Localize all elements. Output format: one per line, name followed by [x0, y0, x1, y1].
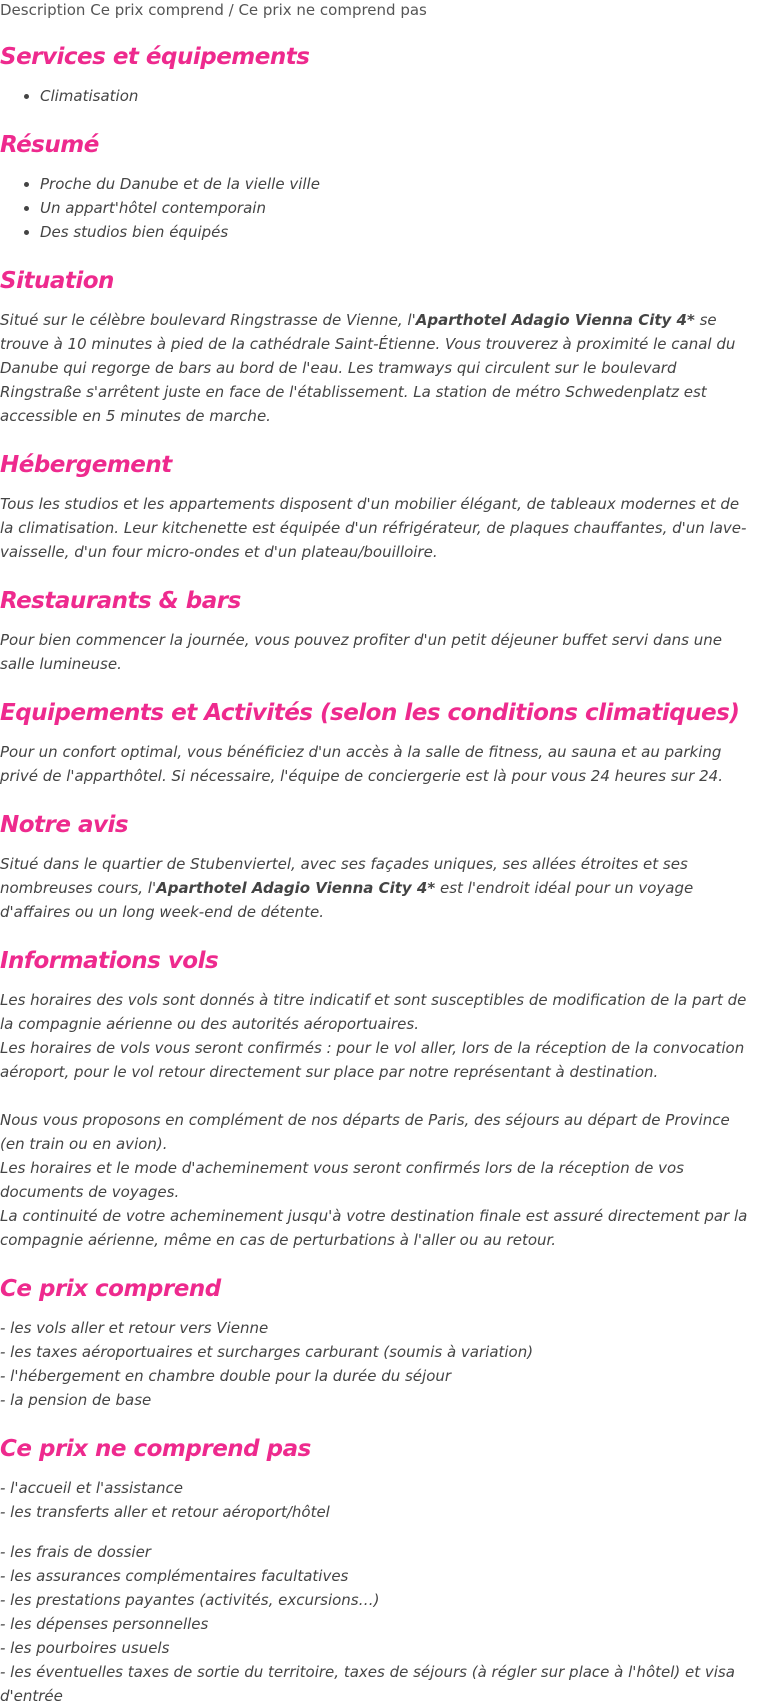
ne-comprend-line: - les éventuelles taxes de sortie du territoire, taxes de séjours (à régler sur place à l'hôtel) et visa d'entrée	[0, 1663, 735, 1705]
list-item: • Des studios bien équipés	[40, 220, 756, 244]
section-title-services: Services et équipements	[0, 44, 310, 70]
equipements-text: Pour un confort optimal, vous bénéficiez d'un accès à la salle de fitness, au sauna et au parking privé de l'apparthôtel. Si nécessaire, l'équipe de conciergerie est là pour vous 24 heures sur 24.	[0, 743, 723, 785]
section-title-vols: Informations vols	[0, 948, 219, 974]
vols-text-5: La continuité de votre acheminement jusqu'à votre destination finale est assuré directement par la compagnie aérienne, même en cas de perturbations à l'aller ou au retour.	[0, 1207, 748, 1249]
ne-comprend-line: - les assurances complémentaires facultatives	[0, 1567, 349, 1585]
vols-text-4: Les horaires et le mode d'acheminement vous seront confirmés lors de la réception de vos documents de voyages.	[0, 1159, 684, 1201]
comprend-line: - l'hébergement en chambre double pour la durée du séjour	[0, 1367, 452, 1385]
ne-comprend-line: - les pourboires usuels	[0, 1639, 170, 1657]
ne-comprend-line: - les prestations payantes (activités, excursions…)	[0, 1591, 380, 1609]
tab-bar	[0, 0, 756, 20]
vols-text-1: Les horaires des vols sont donnés à titre indicatif et sont susceptibles de modification de la part de la compagnie aérienne ou des autorités aéroportuaires.	[0, 991, 747, 1033]
situation-text-start: Situé sur le célèbre boulevard Ringstrasse de Vienne, l'	[0, 311, 416, 329]
section-title-resume: Résumé	[0, 132, 99, 158]
section-title-equipements: Equipements et Activités (selon les conditions climatiques)	[0, 700, 740, 726]
avis-text-end: est l'endroit idéal pour un voyage d'affaires ou un long week-end de détente.	[0, 879, 694, 921]
list-item: • Proche du Danube et de la vielle ville	[40, 172, 756, 196]
section-title-ne-comprend: Ce prix ne comprend pas	[0, 1436, 311, 1462]
ne-comprend-line: - les transferts aller et retour aéroport/hôtel	[0, 1503, 330, 1521]
hotel-name: Aparthotel Adagio Vienna City 4*	[156, 879, 436, 897]
comprend-line: - les taxes aéroportuaires et surcharges carburant (soumis à variation)	[0, 1343, 534, 1361]
comprend-line: - la pension de base	[0, 1391, 152, 1409]
avis-text-start: Situé dans le quartier de Stubenviertel, avec ses façades uniques, ses allées étroites et ses nombreuses cours, l'	[0, 855, 688, 897]
vols-text-3: Nous vous proposons en complément de nos départs de Paris, des séjours au départ de Province (en train ou en avion).	[0, 1111, 730, 1153]
hebergement-text: Tous les studios et les appartements disposent d'un mobilier élégant, de tableaux modernes et de la climatisation. Leur kitchenette est équipée d'un réfrigérateur, de plaques chauffantes, d'un lave-vaisselle, d'un four micro-ondes et d'un plateau/bouilloire.	[0, 495, 747, 561]
restaurants-text: Pour bien commencer la journée, vous pouvez profiter d'un petit déjeuner buffet servi dans une salle lumineuse.	[0, 631, 722, 673]
vols-text-2: Les horaires de vols vous seront confirmés : pour le vol aller, lors de la réception de la convocation aéroport, pour le vol retour directement sur place par notre représentant à destination.	[0, 1039, 745, 1081]
list-item: • Un appart'hôtel contemporain	[40, 196, 756, 220]
services-list	[0, 84, 756, 108]
situation-text-end: se trouve à 10 minutes à pied de la cathédrale Saint-Étienne. Vous trouverez à proximité le canal du Danube qui regorge de bars au bord de l'eau. Les tramways qui circulent sur le boulevard Ringstraße s'arrêtent juste en face de l'établissement. La station de métro Schwedenplatz est accessible en 5 minutes de marche.	[0, 311, 736, 425]
tab-excluded[interactable]: Ce prix ne comprend pas	[238, 1, 427, 19]
resume-list	[0, 172, 756, 244]
ne-comprend-line: - les frais de dossier	[0, 1543, 151, 1561]
section-title-comprend: Ce prix comprend	[0, 1276, 221, 1302]
section-title-situation: Situation	[0, 268, 114, 294]
comprend-line: - les vols aller et retour vers Vienne	[0, 1319, 269, 1337]
tab-description[interactable]: Description	[0, 1, 86, 19]
tab-included[interactable]	[90, 1, 224, 19]
situation-text	[0, 308, 756, 428]
avis-text	[0, 852, 756, 924]
hotel-name: Aparthotel Adagio Vienna City 4*	[415, 311, 695, 329]
section-title-hebergement: Hébergement	[0, 452, 172, 478]
section-title-avis: Notre avis	[0, 812, 129, 838]
section-title-restaurants: Restaurants & bars	[0, 588, 241, 614]
list-item: • Climatisation	[40, 84, 756, 108]
tab-separator: /	[223, 1, 239, 19]
ne-comprend-line: - les dépenses personnelles	[0, 1615, 209, 1633]
tab-included-label: Ce prix comprend	[90, 1, 224, 19]
ne-comprend-line: - l'accueil et l'assistance	[0, 1479, 184, 1497]
